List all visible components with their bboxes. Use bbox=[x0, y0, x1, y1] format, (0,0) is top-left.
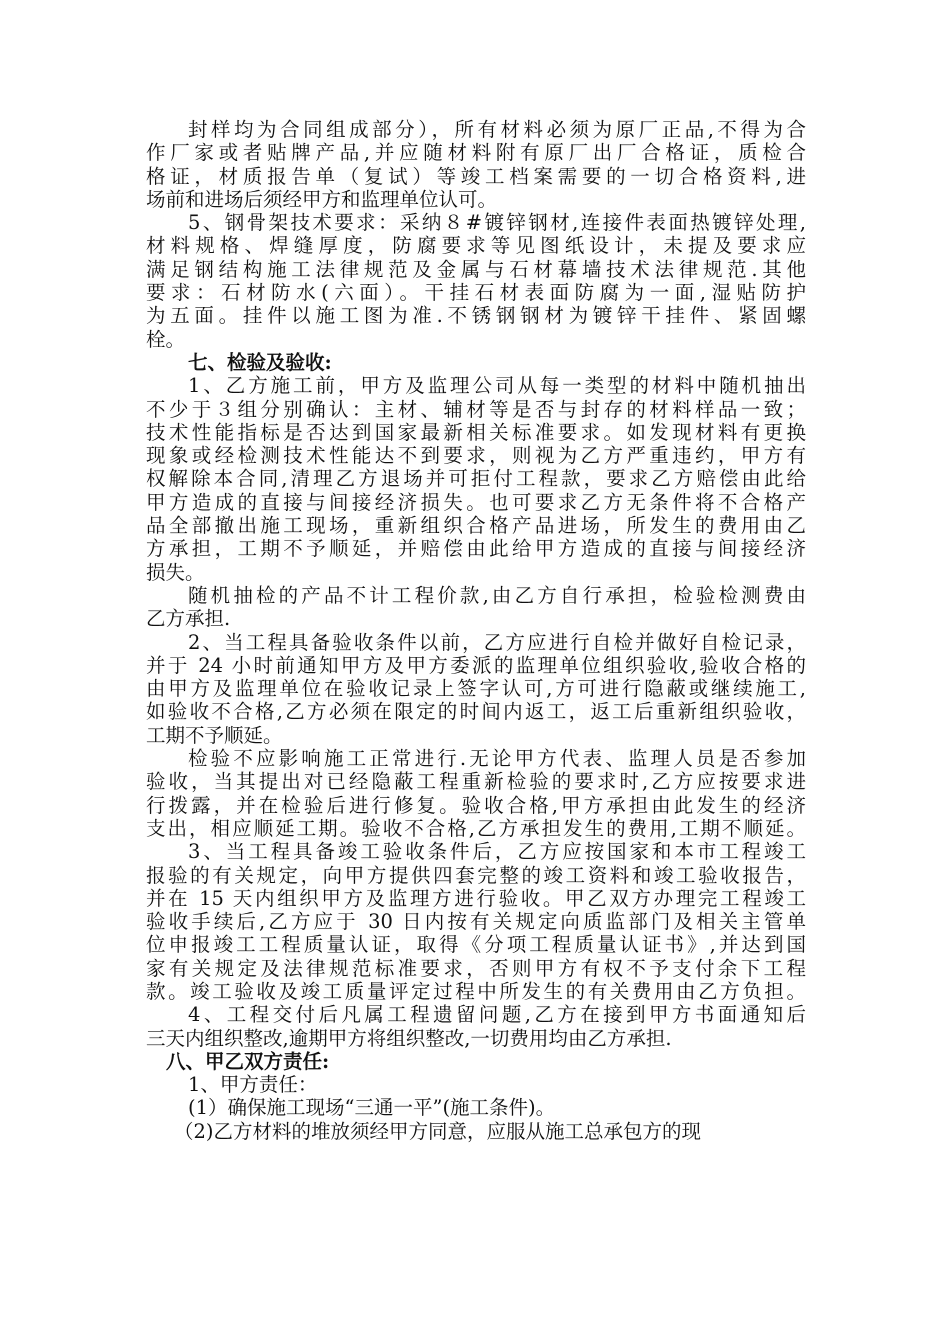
text-line: 2、当工程具备验收条件以前，乙方应进行自检并做好自检记录， bbox=[188, 630, 806, 654]
text-line: 现象或经检测技术性能达不到要求，则视为乙方严重违约，甲方有 bbox=[146, 444, 806, 468]
text-line: 检验不应影响施工正常进行.无论甲方代表、监理人员是否参加 bbox=[188, 747, 806, 771]
section-heading: 七、检验及验收: bbox=[188, 350, 332, 374]
text-line: 款。竣工验收及竣工质量评定过程中所发生的有关费用由乙方负担。 bbox=[146, 979, 806, 1003]
section-heading: 八、甲乙双方责任: bbox=[166, 1049, 330, 1073]
text-line: 满足钢结构施工法律规范及金属与石材幕墙技术法律规范.其他 bbox=[146, 257, 806, 281]
text-line: 材料规格、焊缝厚度，防腐要求等见图纸设计，未提及要求应 bbox=[146, 234, 806, 258]
text-line: 封样均为合同组成部分），所有材料必须为原厂正品,不得为合 bbox=[188, 118, 806, 141]
text-line: 验收手续后,乙方应于 30 日内按有关规定向质监部门及相关主管单 bbox=[146, 910, 806, 934]
text-line: 为五面。挂件以施工图为准.不锈钢钢材为镀锌干挂件、紧固螺 bbox=[146, 304, 806, 328]
text-line: 3、当工程具备竣工验收条件后，乙方应按国家和本市工程竣工 bbox=[188, 840, 806, 864]
text-line: 4、工程交付后凡属工程遗留问题,乙方在接到甲方书面通知后 bbox=[188, 1003, 806, 1027]
text-line: 权解除本合同,清理乙方退场并可拒付工程款，要求乙方赔偿由此给 bbox=[146, 467, 806, 491]
text-line: 甲方造成的直接与间接经济损失。也可要求乙方无条件将不合格产 bbox=[146, 490, 806, 514]
text-line: 作厂家或者贴牌产品,并应随材料附有原厂出厂合格证，质检合 bbox=[146, 141, 806, 165]
text-line: 乙方承担. bbox=[146, 607, 231, 631]
text-line: 并于 24 小时前通知甲方及甲方委派的监理单位组织验收,验收合格的 bbox=[146, 653, 806, 677]
contract-text-block bbox=[146, 118, 806, 1143]
text-line: 1、甲方责任： bbox=[188, 1073, 318, 1097]
text-line: 品全部撤出施工现场，重新组织合格产品进场，所发生的费用由乙 bbox=[146, 514, 806, 538]
text-line: 5、钢骨架技术要求：采纳８#镀锌钢材,连接件表面热镀锌处理, bbox=[188, 211, 806, 235]
text-line: 栓。 bbox=[146, 327, 186, 351]
text-line: 支出，相应顺延工期。验收不合格,乙方承担发生的费用,工期不顺延。 bbox=[146, 816, 806, 840]
text-line: 损失。 bbox=[146, 560, 205, 584]
text-line: 方承担，工期不予顺延，并赔偿由此给甲方造成的直接与间接经济 bbox=[146, 537, 806, 561]
text-line: (1）确保施工现场“三通一平”(施工条件)。 bbox=[188, 1096, 556, 1120]
text-line: 要求：石材防水(六面）。干挂石材表面防腐为一面,湿贴防护 bbox=[146, 281, 806, 305]
text-line: 三天内组织整改,逾期甲方将组织整改,一切费用均由乙方承担. bbox=[146, 1026, 672, 1050]
text-line: 格证，材质报告单（复试）等竣工档案需要的一切合格资料,进 bbox=[146, 164, 806, 188]
text-line: 场前和进场后须经甲方和监理单位认可。 bbox=[146, 187, 498, 211]
text-line: 位申报竣工工程质量认证，取得《分项工程质量认证书》,并达到国 bbox=[146, 933, 806, 957]
text-line: 随机抽检的产品不计工程价款,由乙方自行承担，检验检测费由 bbox=[188, 583, 806, 607]
text-line: 1、乙方施工前，甲方及监理公司从每一类型的材料中随机抽出 bbox=[188, 374, 806, 398]
text-line: 并在 15 天内组织甲方及监理方进行验收。甲乙双方办理完工程竣工 bbox=[146, 886, 806, 910]
text-line: 技术性能指标是否达到国家最新相关标准要求。如发现材料有更换 bbox=[146, 420, 806, 444]
text-line: 不少于３组分别确认：主材、辅材等是否与封存的材料样品一致； bbox=[146, 397, 806, 421]
text-line: 如验收不合格,乙方必须在限定的时间内返工，返工后重新组织验收， bbox=[146, 700, 806, 724]
text-line: 家有关规定及法律规范标准要求，否则甲方有权不予支付余下工程 bbox=[146, 956, 806, 980]
text-line: 验收，当其提出对已经隐蔽工程重新检验的要求时,乙方应按要求进 bbox=[146, 770, 806, 794]
text-line: 由甲方及监理单位在验收记录上签字认可,方可进行隐蔽或继续施工, bbox=[146, 677, 806, 701]
text-line: （2)乙方材料的堆放须经甲方同意，应服从施工总承包方的现 bbox=[174, 1119, 702, 1143]
text-line: 报验的有关规定，向甲方提供四套完整的竣工资料和竣工验收报告， bbox=[146, 863, 806, 887]
text-line: 行拨露，并在检验后进行修复。验收合格,甲方承担由此发生的经济 bbox=[146, 793, 806, 817]
text-line: 工期不予顺延。 bbox=[146, 723, 283, 747]
